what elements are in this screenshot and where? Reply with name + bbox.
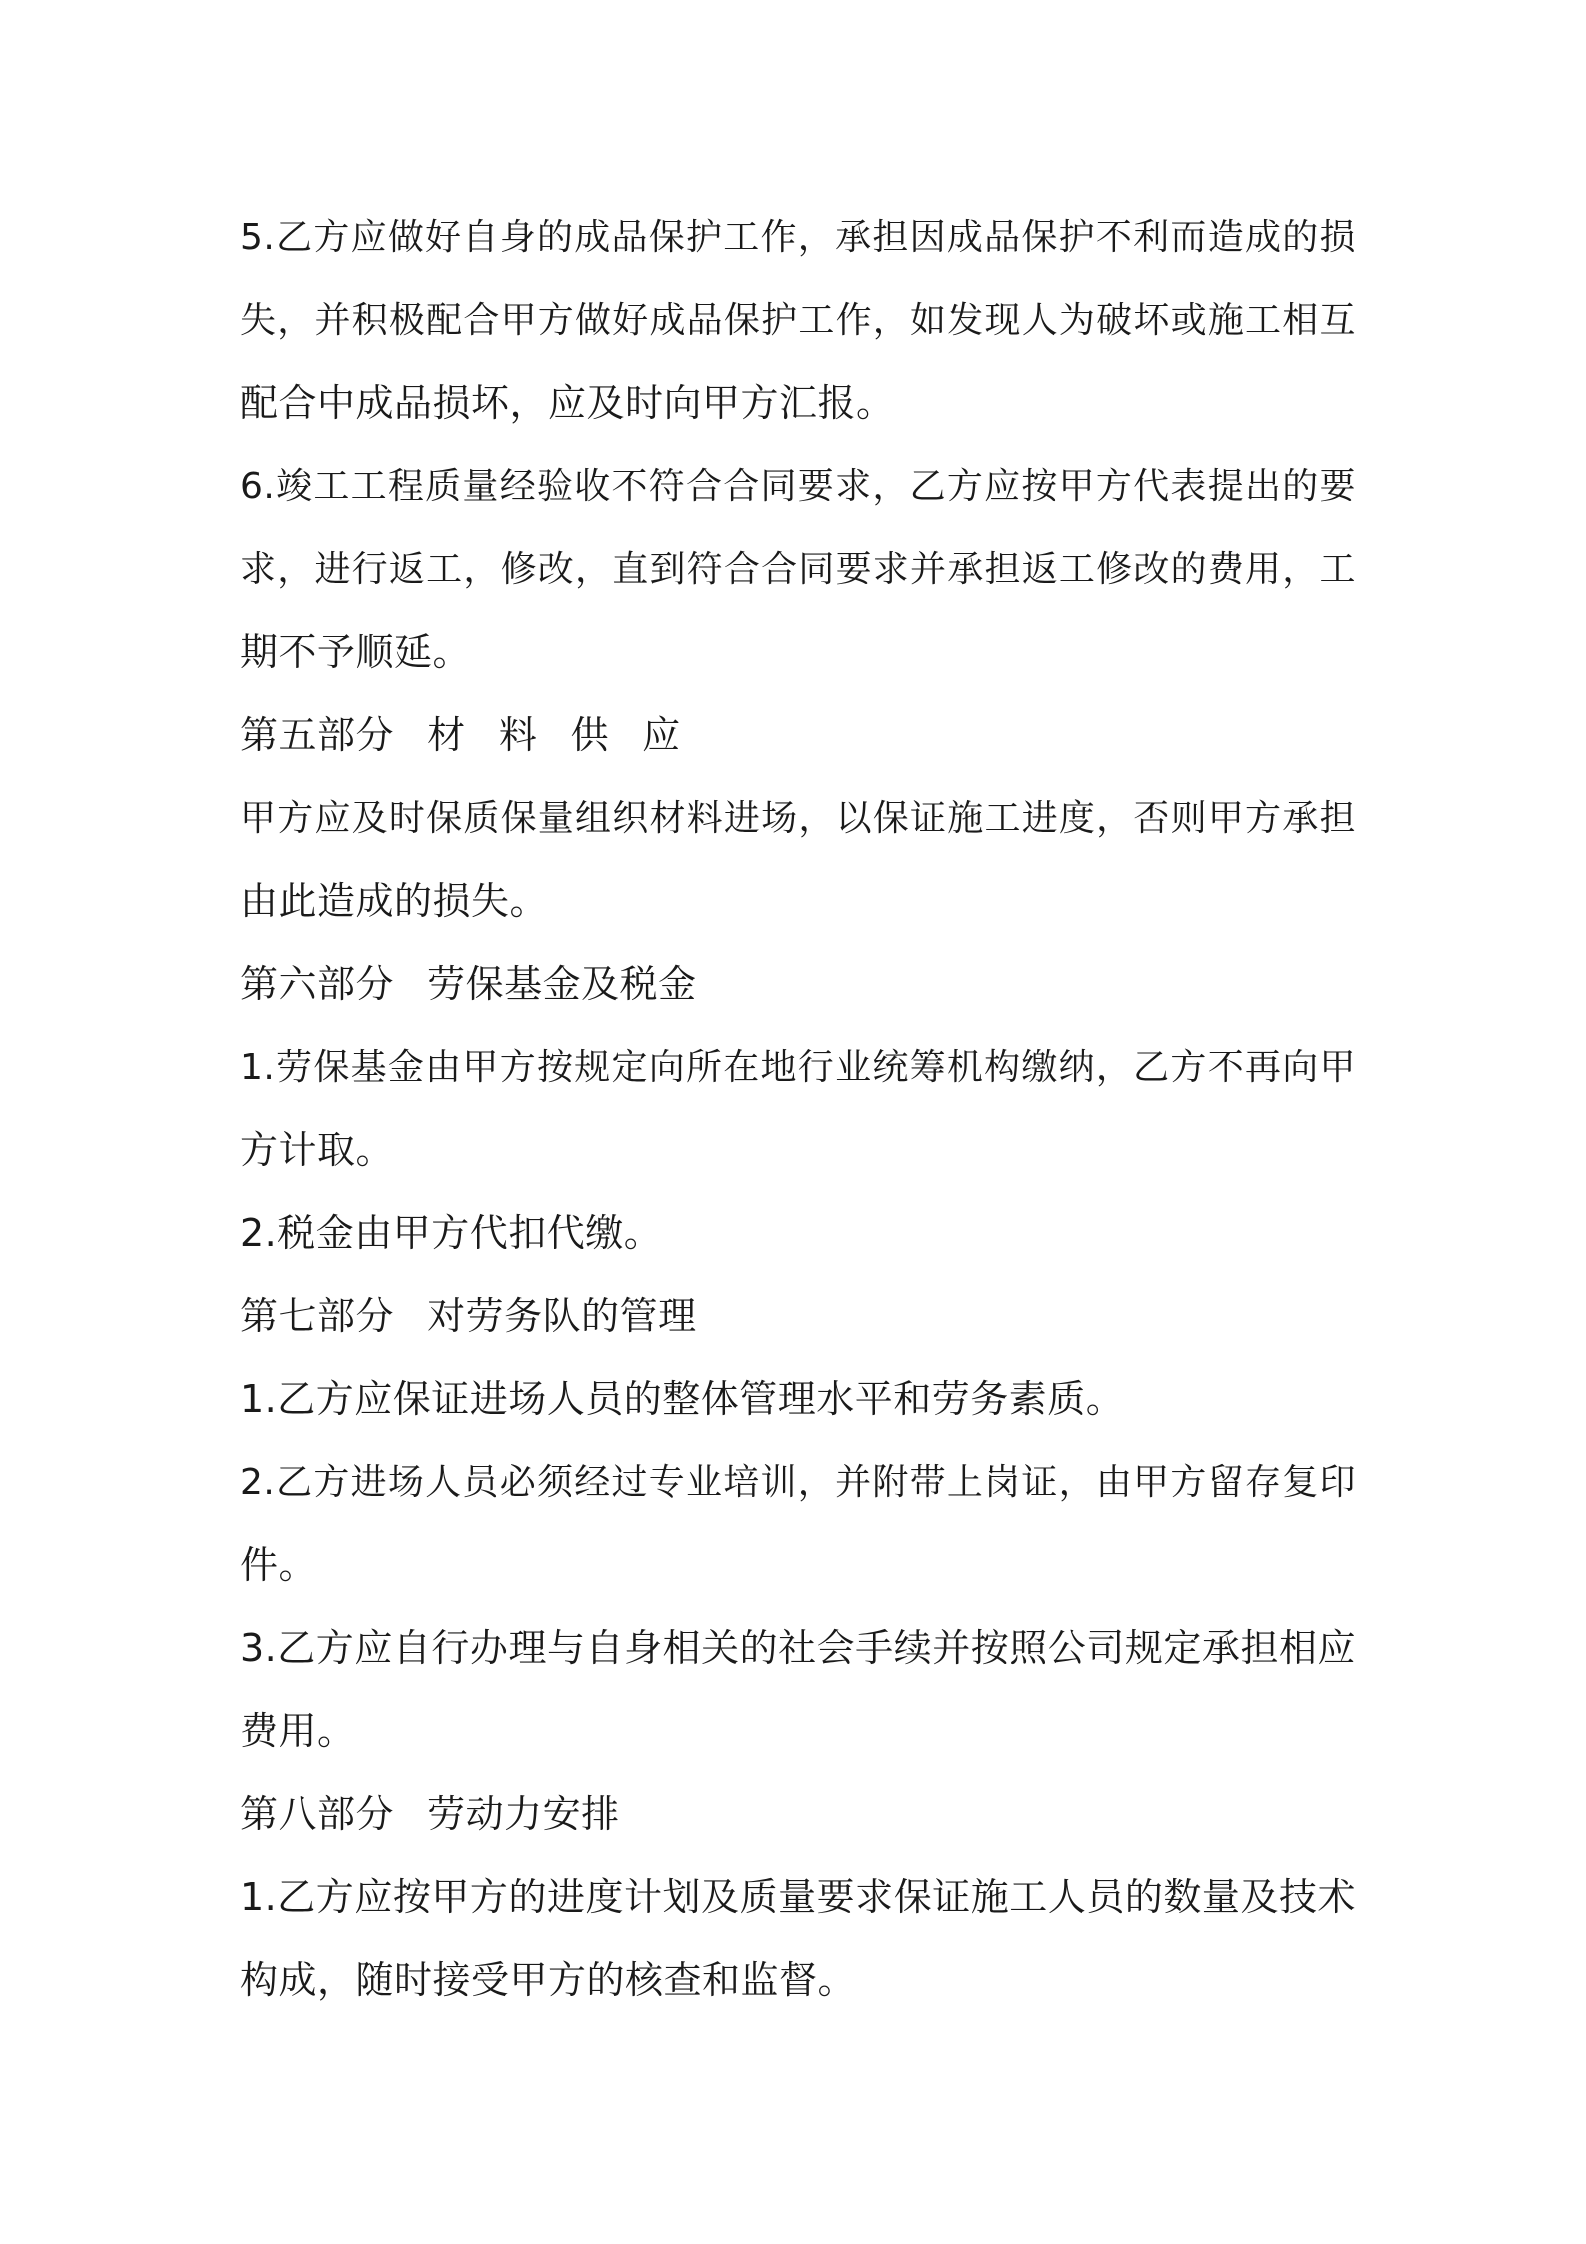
section-heading-7: 第七部分 对劳务队的管理 <box>240 1294 697 1338</box>
text-line: 期不予顺延。 <box>240 630 472 674</box>
text-line: 2.税金由甲方代扣代缴。 <box>240 1211 663 1255</box>
text-line: 费用。 <box>240 1709 356 1753</box>
section-heading-8: 第八部分 劳动力安排 <box>240 1792 620 1836</box>
text-line: 1.乙方应保证进场人员的整体管理水平和劳务素质。 <box>240 1377 1125 1421</box>
document-body <box>240 196 1356 2022</box>
text-line: 配合中成品损坏，应及时向甲方汇报。 <box>240 381 895 425</box>
section-heading-5: 第五部分 材 料 供 应 <box>240 713 681 757</box>
text-line: 构成，随时接受甲方的核查和监督。 <box>240 1958 857 2002</box>
text-line: 5.乙方应做好自身的成品保护工作，承担因成品保护不利而造成的损 <box>240 217 1356 258</box>
text-line: 件。 <box>240 1543 318 1587</box>
section-heading-6: 第六部分 劳保基金及税金 <box>240 962 697 1006</box>
text-line: 由此造成的损失。 <box>240 879 549 923</box>
text-line: 6.竣工工程质量经验收不符合合同要求，乙方应按甲方代表提出的要 <box>240 466 1356 507</box>
text-line: 1.乙方应按甲方的进度计划及质量要求保证施工人员的数量及技术 <box>240 1875 1356 1919</box>
text-line: 3.乙方应自行办理与自身相关的社会手续并按照公司规定承担相应 <box>240 1626 1356 1670</box>
text-line: 1.劳保基金由甲方按规定向所在地行业统筹机构缴纳，乙方不再向甲 <box>240 1047 1356 1088</box>
text-line: 甲方应及时保质保量组织材料进场，以保证施工进度，否则甲方承担 <box>240 798 1356 839</box>
text-line: 2.乙方进场人员必须经过专业培训，并附带上岗证，由甲方留存复印 <box>240 1462 1356 1503</box>
text-line: 失，并积极配合甲方做好成品保护工作，如发现人为破坏或施工相互 <box>240 300 1356 341</box>
text-line: 求，进行返工，修改，直到符合合同要求并承担返工修改的费用，工 <box>240 549 1356 590</box>
text-line: 方计取。 <box>240 1128 395 1172</box>
